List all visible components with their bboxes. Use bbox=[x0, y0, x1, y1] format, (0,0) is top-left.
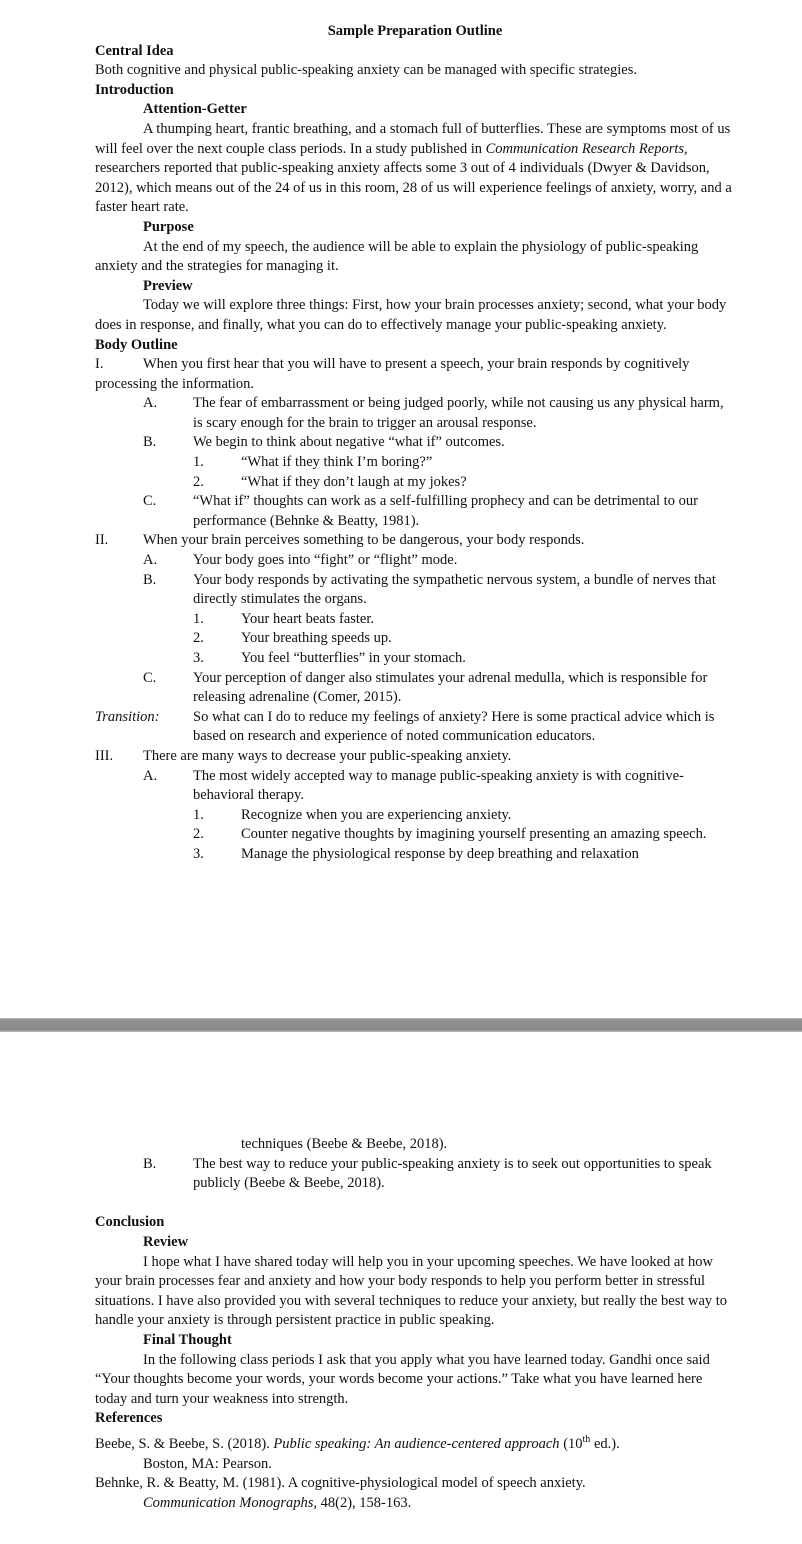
subpoint-3a-1: 1. Recognize when you are experiencing anxiety. bbox=[193, 806, 512, 823]
journal-title: Communication Research Reports bbox=[485, 140, 685, 157]
subpoint-3b: B. The best way to reduce your public-speaking anxiety is to seek out opportunities to speak publicly (Beebe & Beebe, 2018). bbox=[143, 1155, 712, 1192]
attention-getter-heading: Attention-Getter bbox=[143, 101, 247, 118]
preview-heading: Preview bbox=[143, 277, 193, 294]
main-point-1-text: When you first hear that you will have to present a speech, your brain responds by cognitively processing the information. bbox=[95, 356, 690, 392]
main-point-2: II. When your brain perceives something to be dangerous, your body responds. bbox=[95, 532, 585, 549]
document-page-2 bbox=[0, 1032, 802, 1544]
subpoint-1b: B. We begin to think about negative “what if” outcomes. bbox=[143, 434, 505, 451]
main-point-1-marker: I. bbox=[95, 356, 104, 373]
subpoint-2a: A. Your body goes into “fight” or “flight” mode. bbox=[143, 552, 458, 569]
main-point-3: III. There are many ways to decrease your public-speaking anxiety. bbox=[95, 747, 512, 764]
subpoint-2b-2: 2. Your breathing speeds up. bbox=[193, 630, 392, 647]
purpose-text: At the end of my speech, the audience will be able to explain the physiology of public-speaking anxiety and the strategies for managing it. bbox=[95, 238, 699, 275]
conclusion-heading: Conclusion bbox=[95, 1214, 165, 1231]
subpoint-2b: B. Your body responds by activating the sympathetic nervous system, a bundle of nerves that directly stimulates the organs. bbox=[143, 571, 716, 608]
subpoint-1b-1: 1. “What if they think I’m boring?” bbox=[193, 454, 433, 471]
transition-text: So what can I do to reduce my feelings of anxiety? Here is some practical advice which is based on research and experience of noted communication educators. bbox=[193, 708, 715, 745]
final-thought-text: In the following class periods I ask that you apply what you have learned today. Gandhi once said “Your thoughts become your words, your words become your actions.” Take what you have learned here today and turn your weakness into strength. bbox=[95, 1351, 710, 1407]
subpoint-2c: C. Your perception of danger also stimulates your adrenal medulla, which is responsible for releasing adrenaline (Comer, 2015). bbox=[143, 669, 708, 706]
attention-getter-text: A thumping heart, frantic breathing, and a stomach full of butterflies. These are symptoms most of us will feel over the next couple class periods. In a study published in Communication Research Reports, researchers reported that public-speaking anxiety affects some 3 out of 4 individuals (Dwyer & Davidson, 2012), which means out of the 24 of us in this room, 28 of us will experience feelings of anxiety, worry, and a faster heart rate. bbox=[95, 120, 732, 216]
body-outline-heading: Body Outline bbox=[95, 336, 178, 353]
review-heading: Review bbox=[143, 1233, 189, 1250]
review-text: I hope what I have shared today will help you in your upcoming speeches. We have looked at how your brain processes fear and anxiety and how your body responds to help you perform better in stressful situations. I have also provided you with several techniques to reduce your anxiety, but really the best way to handle your anxiety is through persistent practice in public speaking. bbox=[95, 1253, 728, 1329]
purpose-heading: Purpose bbox=[143, 218, 194, 235]
page-break-separator bbox=[0, 1018, 802, 1032]
final-thought-heading: Final Thought bbox=[143, 1331, 232, 1348]
subpoint-3a-3: 3. Manage the physiological response by deep breathing and relaxation bbox=[193, 845, 639, 862]
page-1-content bbox=[95, 22, 735, 865]
subpoint-2b-1: 1. Your heart beats faster. bbox=[193, 610, 375, 627]
transition-label: Transition: bbox=[95, 708, 160, 725]
subpoint-1b-2: 2. “What if they don’t laugh at my jokes? bbox=[193, 473, 467, 490]
main-point-1 bbox=[95, 355, 735, 394]
subpoint-3a: A. The most widely accepted way to manage public-speaking anxiety is with cognitive-behavioral therapy. bbox=[143, 767, 684, 804]
subpoint-1c: C. “What if” thoughts can work as a self-fulfilling prophecy and can be detrimental to our performance (Behnke & Beatty, 1981). bbox=[143, 493, 698, 529]
references-heading: References bbox=[95, 1410, 163, 1427]
central-idea-text: Both cognitive and physical public-speaking anxiety can be managed with specific strategies. bbox=[95, 62, 637, 79]
page-2-content bbox=[95, 1135, 735, 1513]
central-idea-heading: Central Idea bbox=[95, 42, 174, 59]
subpoint-1a: A. The fear of embarrassment or being judged poorly, while not causing us any physical harm, is scary enough for the brain to trigger an arousal response. bbox=[143, 395, 724, 431]
reference-beebe: Beebe, S. & Beebe, S. (2018). Public speaking: An audience-centered approach (10th ed.). Boston, MA: Pearson. bbox=[95, 1434, 620, 1472]
subpoint-3a-3-continued: techniques (Beebe & Beebe, 2018). bbox=[241, 1136, 448, 1152]
subpoint-2b-3: 3. You feel “butterflies” in your stomach. bbox=[193, 650, 466, 666]
preview-text: Today we will explore three things: First, how your brain processes anxiety; second, what your body does in response, and finally, what you can do to effectively manage your public-speaking anxiety. bbox=[95, 297, 727, 333]
transition bbox=[95, 708, 735, 747]
reference-behnke: Behnke, R. & Beatty, M. (1981). A cognitive-physiological model of speech anxiety. Communication Monographs, 48(2), 158-163. bbox=[95, 1475, 586, 1511]
introduction-heading: Introduction bbox=[95, 81, 174, 98]
outline-title: Sample Preparation Outline bbox=[327, 23, 503, 39]
subpoint-3a-2: 2. Counter negative thoughts by imagining yourself presenting an amazing speech. bbox=[193, 826, 707, 843]
